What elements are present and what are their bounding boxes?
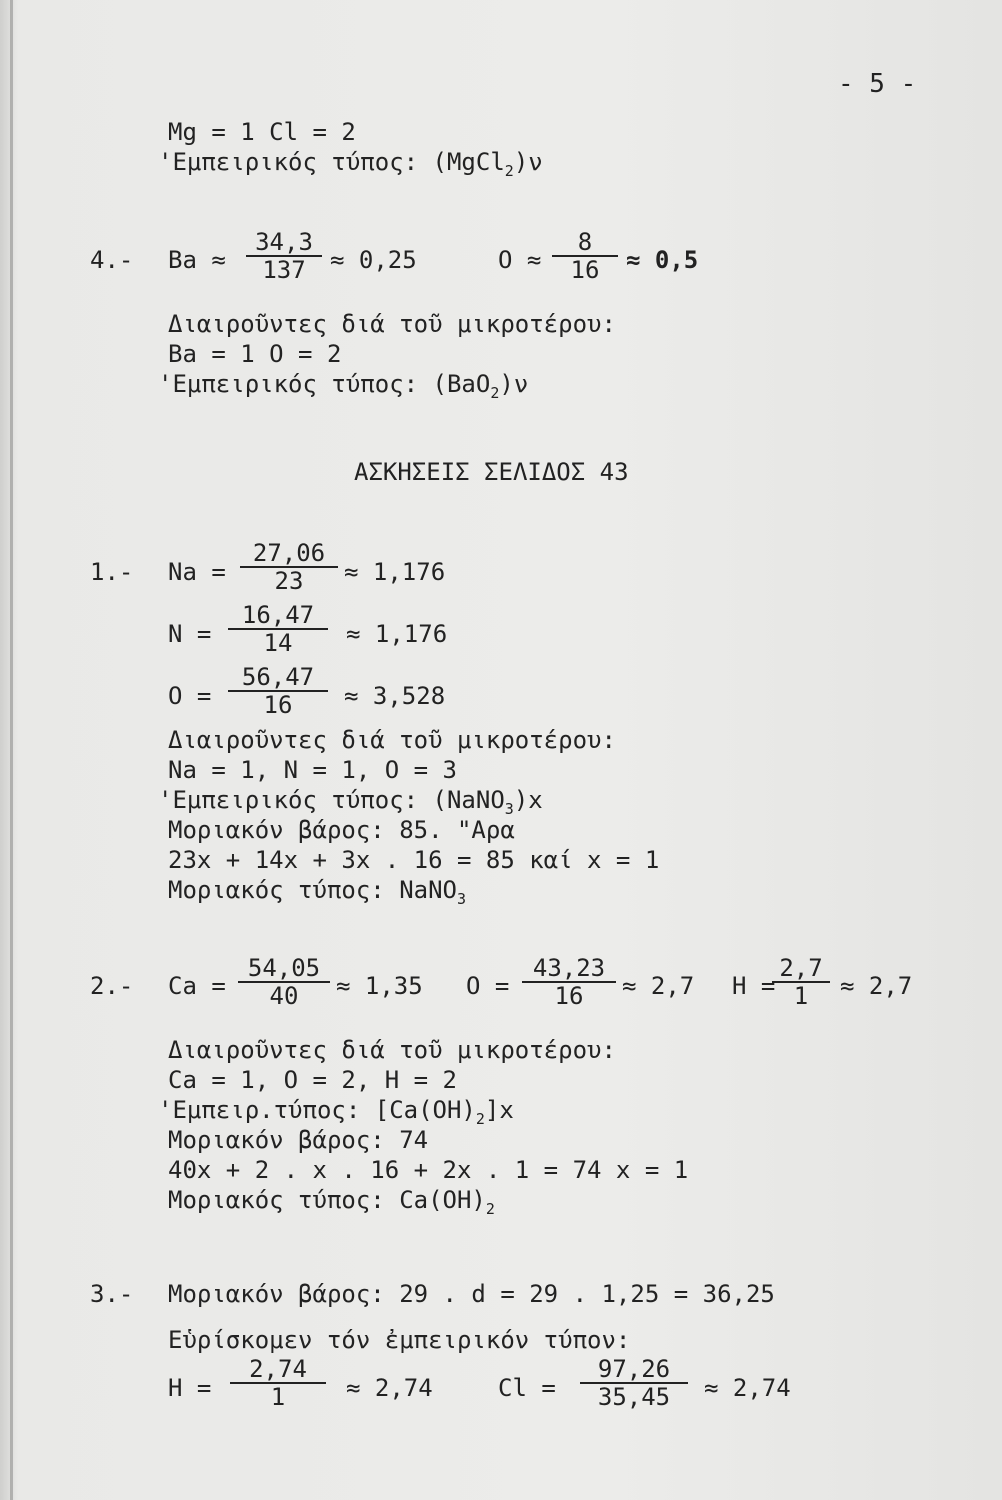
ex2-o-fraction — [522, 955, 616, 1009]
caoh2-mol-text: Μοριακός τύπος: Ca(OH) — [168, 1186, 486, 1214]
ex2-ca-num: 54,05 — [247, 954, 321, 982]
ex2-ca-lhs: Ca = — [168, 972, 226, 1000]
ex1-na-num: 27,06 — [252, 539, 326, 567]
ex1-equation: 23x + 14x + 3x . 16 = 85 καί x = 1 — [168, 846, 660, 874]
ex1-na-lhs: Na = — [168, 558, 226, 586]
mgcl2-end: )ν — [513, 148, 543, 176]
ex2-ca-fraction — [238, 955, 330, 1009]
ex3-h-lhs: H = — [168, 1374, 212, 1402]
ex3-h-den: 1 — [270, 1383, 286, 1411]
ex1-molar-mass: Μοριακόν βάρος: 85. "Αρα — [168, 816, 515, 844]
ex1-o-num: 56,47 — [241, 663, 315, 691]
nano3-text: 'Εμπειρικός τύπος: (NaNO — [158, 786, 505, 814]
bao2-empirical-formula — [158, 370, 528, 407]
ex1-divide-line: Διαιροῦντες διά τοῦ μικροτέρου: — [168, 726, 616, 754]
ex4-ba-result: ≈ 0,25 — [330, 246, 417, 274]
mgcl2-empirical-formula — [158, 148, 543, 185]
nano3-mol-text: Μοριακός τύπος: NaNO — [168, 876, 457, 904]
ex3-cl-result: ≈ 2,74 — [704, 1374, 791, 1402]
ex2-label: 2.- — [90, 972, 134, 1000]
caoh2-molecular-formula — [168, 1186, 495, 1223]
ex4-divide-line: Διαιροῦντες διά τοῦ μικροτέρου: — [168, 310, 616, 338]
ex4-o-den: 16 — [570, 256, 600, 284]
ex3-h-result: ≈ 2,74 — [346, 1374, 433, 1402]
ex3-h-fraction — [230, 1356, 326, 1410]
ex1-na-result: ≈ 1,176 — [344, 558, 446, 586]
ex4-ba-fraction — [246, 229, 322, 283]
ex2-ca-result: ≈ 1,35 — [336, 972, 423, 1000]
ex1-na-fraction — [240, 540, 338, 594]
mgcl2-text: 'Εμπειρικός τύπος: (MgCl — [158, 148, 505, 176]
ex1-na-den: 23 — [274, 567, 304, 595]
ex4-o-result: ≈ 0,5 — [626, 246, 699, 274]
caoh2-end: ]x — [484, 1096, 514, 1124]
ex2-divide-line: Διαιροῦντες διά τοῦ μικροτέρου: — [168, 1036, 616, 1064]
section-heading: ΑΣΚΗΣΕΙΣ ΣΕΛΙΔΟΣ 43 — [354, 458, 629, 486]
ex1-n-lhs: N = — [168, 620, 212, 648]
ex1-o-lhs: O = — [168, 682, 212, 710]
caoh2-sub: 2 — [475, 1110, 485, 1128]
ex3-cl-fraction — [580, 1356, 688, 1410]
ex4-ratio: Ba = 1 O = 2 — [168, 340, 342, 368]
caoh2-mol-sub: 2 — [485, 1200, 495, 1218]
ex2-h-lhs: H = — [732, 972, 776, 1000]
ex4-o-fraction — [552, 229, 618, 283]
mg-cl-ratio: Mg = 1 Cl = 2 — [168, 118, 356, 146]
nano3-mol-sub: 3 — [456, 890, 467, 908]
ex1-o-fraction — [228, 664, 328, 718]
ex3-cl-num: 97,26 — [597, 1355, 671, 1383]
bao2-end: )ν — [499, 370, 529, 398]
ex4-ba-num: 34,3 — [255, 228, 313, 256]
caoh2-text: 'Εμπειρ.τύπος: [Ca(OH) — [158, 1096, 476, 1124]
ex1-ratio: Na = 1, N = 1, O = 3 — [168, 756, 457, 784]
ex1-n-result: ≈ 1,176 — [346, 620, 448, 648]
ex2-molar-mass: Μοριακόν βάρος: 74 — [168, 1126, 429, 1154]
ex3-cl-lhs: Cl = — [498, 1374, 556, 1402]
nano3-sub: 3 — [504, 800, 514, 818]
nano3-end: )x — [513, 786, 543, 814]
ex2-h-den: 1 — [793, 982, 809, 1010]
bao2-sub: 2 — [490, 384, 500, 402]
ex4-o-lhs: O ≈ — [498, 246, 542, 274]
ex4-o-num: 8 — [577, 228, 593, 256]
ex1-n-fraction — [228, 602, 328, 656]
ex3-find-line: Εὑρίσκομεν τόν ἐμπειρικόν τύπον: — [168, 1326, 631, 1354]
ex4-ba-den: 137 — [262, 256, 306, 284]
ex2-o-lhs: O = — [466, 972, 510, 1000]
ex3-cl-den: 35,45 — [597, 1383, 671, 1411]
ex2-o-num: 43,23 — [532, 954, 606, 982]
page-number: - 5 - — [838, 69, 917, 99]
ex2-o-den: 16 — [554, 982, 584, 1010]
ex2-equation: 40x + 2 . x . 16 + 2x . 1 = 74 x = 1 — [168, 1156, 689, 1184]
ex4-ba-lhs: Ba ≈ — [168, 246, 226, 274]
ex2-h-result: ≈ 2,7 — [840, 972, 913, 1000]
ex1-n-num: 16,47 — [241, 601, 315, 629]
ex1-o-result: ≈ 3,528 — [344, 682, 446, 710]
ex2-h-fraction — [772, 955, 830, 1009]
ex3-molar-mass: Μοριακόν βάρος: 29 . d = 29 . 1,25 = 36,25 — [168, 1280, 775, 1308]
ex2-o-result: ≈ 2,7 — [622, 972, 695, 1000]
nano3-molecular-formula — [168, 876, 466, 913]
ex2-ca-den: 40 — [269, 982, 299, 1010]
ex2-ratio: Ca = 1, O = 2, H = 2 — [168, 1066, 457, 1094]
page-edge-shadow — [10, 0, 13, 1500]
ex2-h-num: 2,7 — [779, 954, 823, 982]
ex1-label: 1.- — [90, 558, 134, 586]
ex3-label: 3.- — [90, 1280, 134, 1308]
ex1-o-den: 16 — [263, 691, 293, 719]
mgcl2-sub: 2 — [504, 162, 514, 180]
bao2-text: 'Εμπειρικός τύπος: (BaO — [158, 370, 491, 398]
ex3-h-num: 2,74 — [249, 1355, 307, 1383]
ex1-n-den: 14 — [263, 629, 293, 657]
ex4-label: 4.- — [90, 246, 134, 274]
